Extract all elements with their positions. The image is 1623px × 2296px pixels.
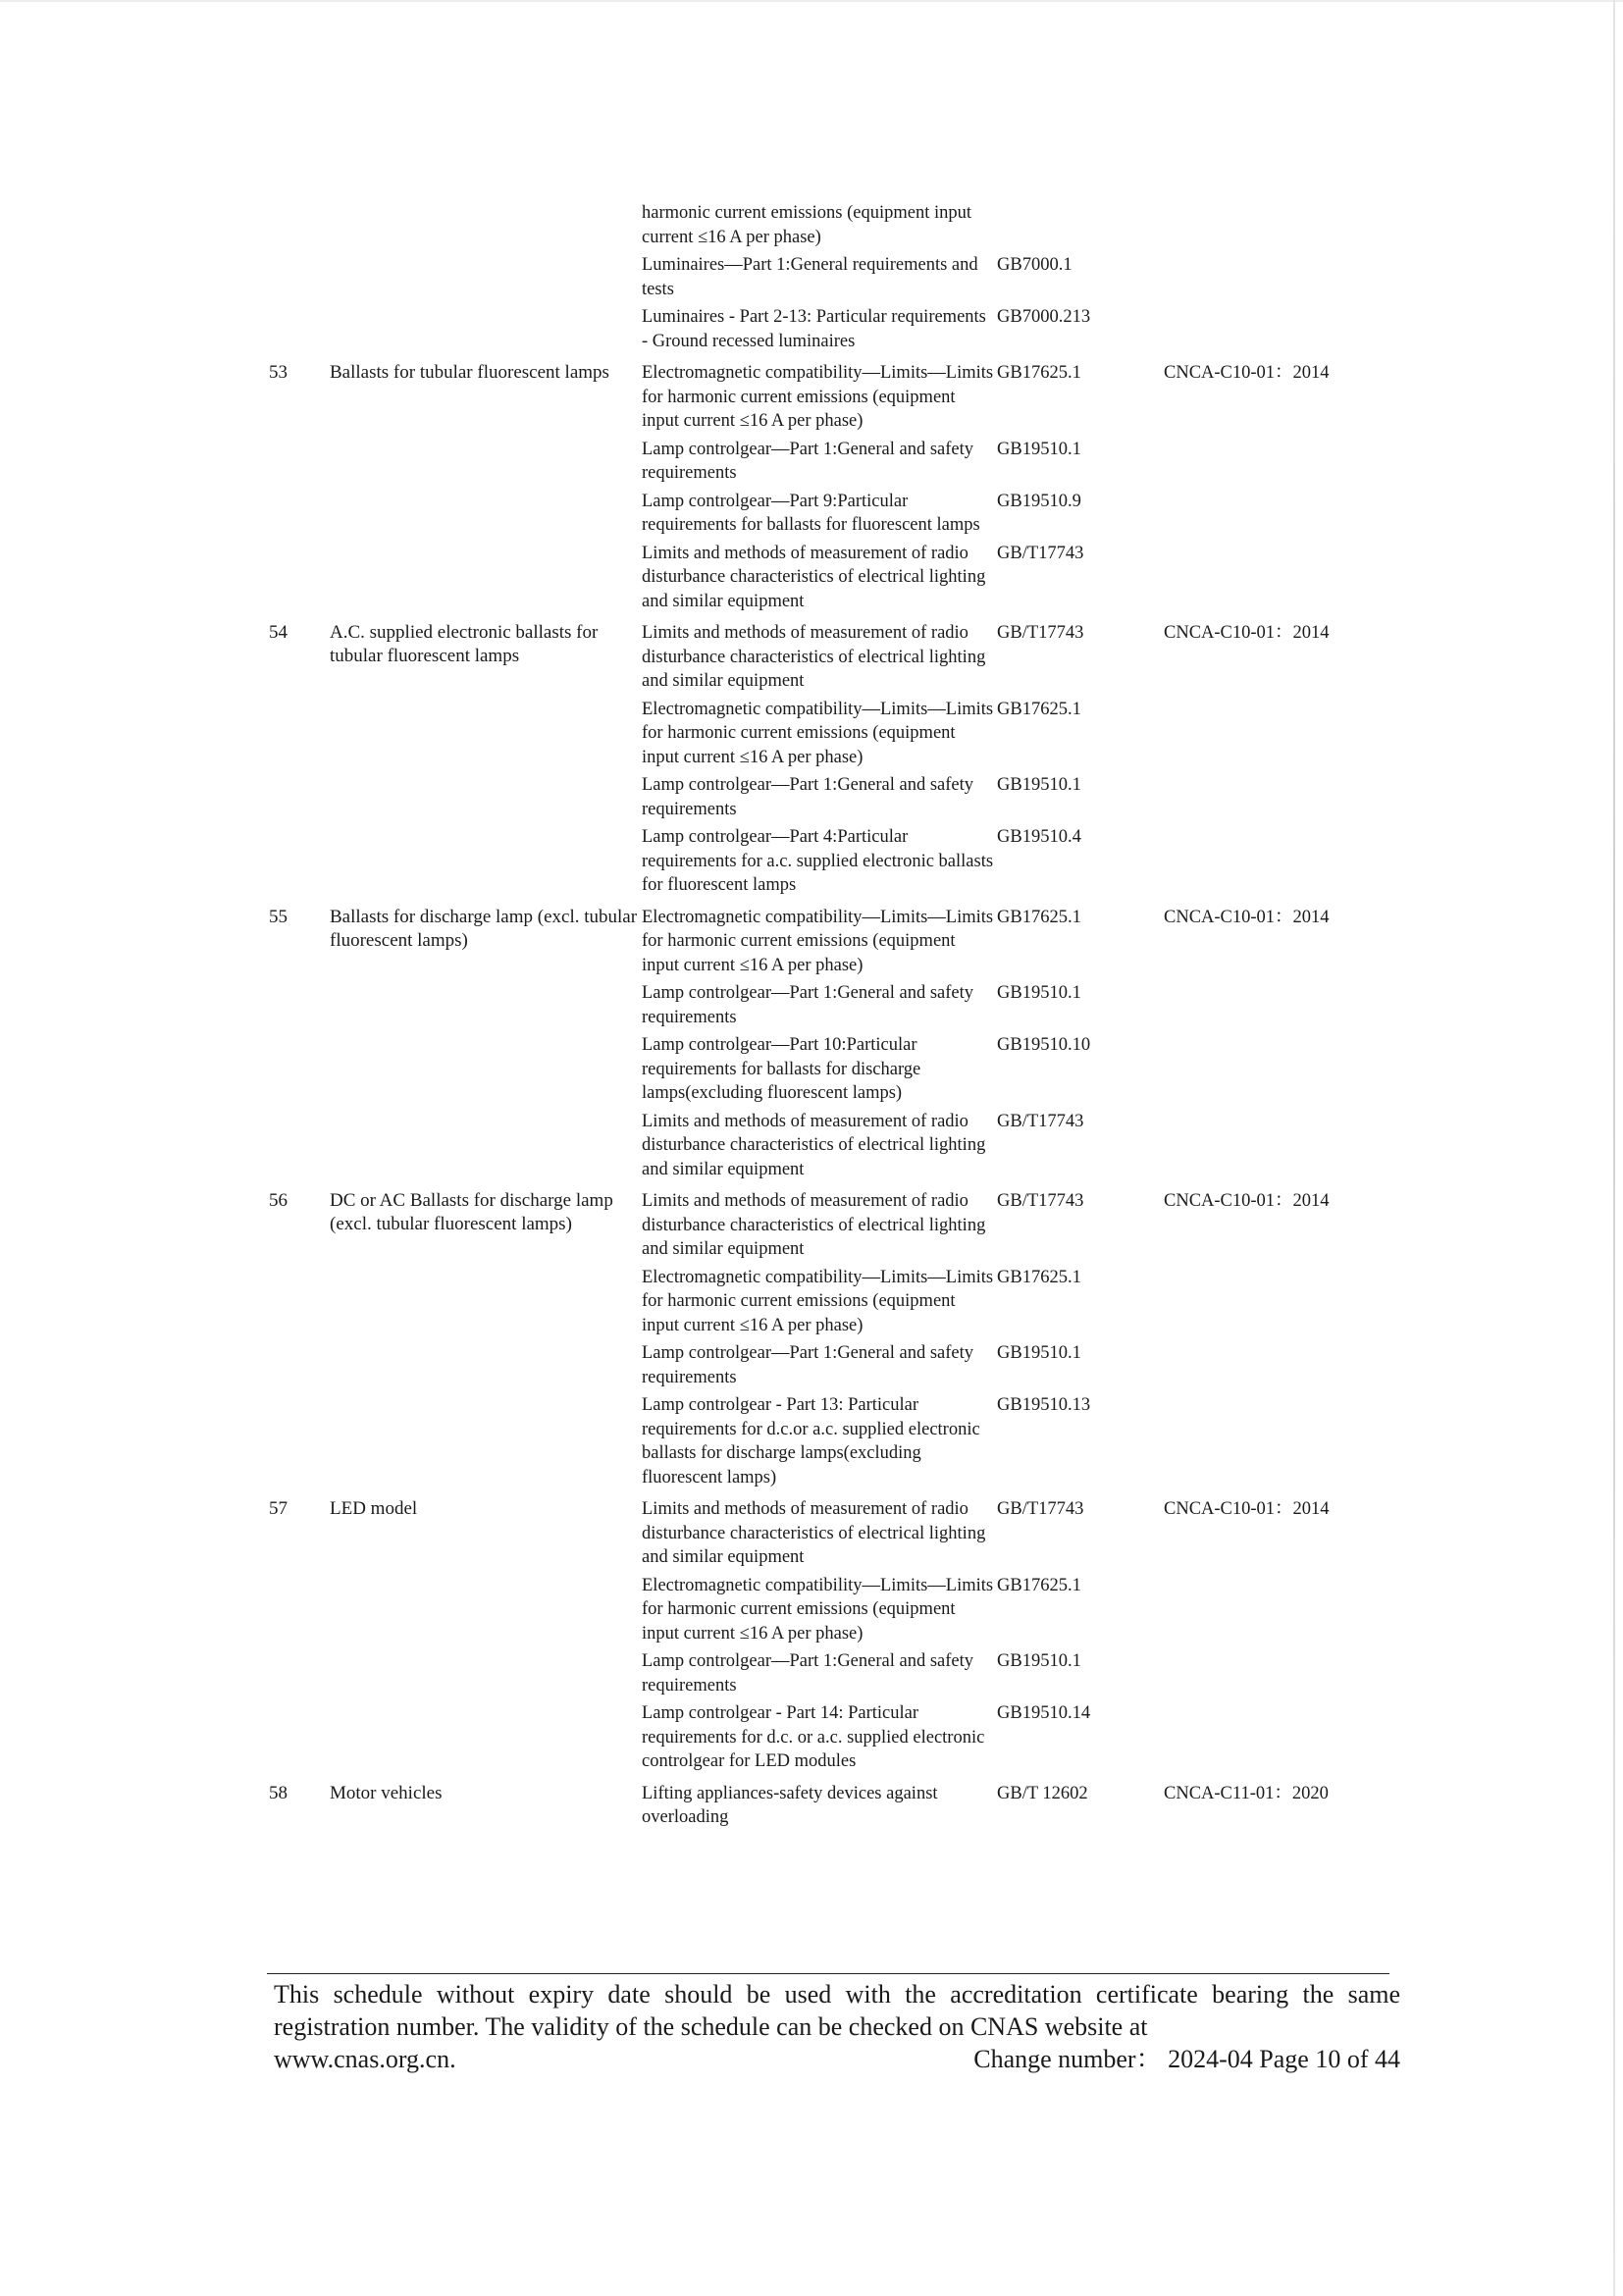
standard-title: Lamp controlgear—Part 1:General and safety requirements (642, 439, 974, 483)
standard-item (642, 438, 1403, 486)
standard-title: Electromagnetic compatibility—Limits—Limits for harmonic current emissions (equipment input current ≤16 A per phase) (642, 1575, 994, 1644)
standard-title: Luminaires—Part 1:General requirements and tests (642, 255, 978, 299)
standard-code: GB17625.1 (997, 907, 1081, 927)
standard-code: GB19510.1 (997, 983, 1081, 1003)
page-right-edge (1613, 0, 1615, 2296)
standard-item (642, 361, 1403, 434)
standard-code: GB19510.9 (997, 491, 1081, 511)
schedule-table (265, 201, 1403, 1838)
standard-item (642, 1497, 1403, 1570)
cnas-website-link[interactable]: www.cnas.org.cn. (274, 2045, 456, 2073)
row-number: 53 (269, 362, 288, 383)
table-row (265, 1497, 1403, 1778)
product-name: DC or AC Ballasts for discharge lamp (excl. tubular fluorescent lamps) (330, 1190, 613, 1234)
standard-title: harmonic current emissions (equipment input current ≤16 A per phase) (642, 203, 972, 247)
standard-item (642, 1649, 1403, 1697)
standard-title: Limits and methods of measurement of radio disturbance characteristics of electrical lighting and similar equipment (642, 543, 986, 611)
standard-title: Electromagnetic compatibility—Limits—Limits for harmonic current emissions (equipment input current ≤16 A per phase) (642, 1267, 994, 1335)
standard-title: Lamp controlgear—Part 1:General and safety requirements (642, 1651, 974, 1696)
standard-item (642, 981, 1403, 1029)
standard-title: Electromagnetic compatibility—Limits—Limits for harmonic current emissions (equipment input current ≤16 A per phase) (642, 907, 994, 975)
standard-title: Lamp controlgear - Part 13: Particular requirements for d.c.or a.c. supplied electronic ballasts for discharge lamps(excluding fluorescent lamps) (642, 1395, 980, 1487)
standard-code: GB19510.1 (997, 1651, 1081, 1671)
footer-divider (267, 1973, 1389, 1974)
standard-code: GB/T17743 (997, 623, 1084, 643)
implementation-rule: CNCA-C10-01：2014 (1164, 623, 1330, 643)
standard-item (642, 490, 1403, 538)
standards-list (642, 621, 1403, 902)
implementation-rule: CNCA-C11-01：2020 (1164, 1783, 1329, 1803)
standard-title: Lamp controlgear - Part 14: Particular requirements for d.c. or a.c. supplied electronic controlgear for LED modules (642, 1703, 985, 1771)
implementation-rule: CNCA-C10-01：2014 (1164, 1191, 1330, 1211)
standard-item (642, 825, 1403, 898)
page-footer (274, 1978, 1400, 2075)
standard-item (642, 1110, 1403, 1182)
standard-item (642, 305, 1403, 353)
standard-title: Lamp controlgear—Part 9:Particular requirements for ballasts for fluorescent lamps (642, 491, 980, 535)
row-number: 55 (269, 906, 288, 927)
standard-title: Electromagnetic compatibility—Limits—Limits for harmonic current emissions (equipment input current ≤16 A per phase) (642, 699, 994, 767)
standard-item (642, 542, 1403, 614)
standard-title: Lamp controlgear—Part 10:Particular requirements for ballasts for discharge lamps(excluding fluorescent lamps) (642, 1035, 921, 1103)
standards-list (642, 1782, 1403, 1834)
standards-list (642, 906, 1403, 1186)
standard-item (642, 253, 1403, 301)
standard-code: GB/T17743 (997, 1499, 1084, 1519)
standard-code: GB/T17743 (997, 1111, 1084, 1131)
standards-list (642, 361, 1403, 617)
standard-code: GB/T17743 (997, 543, 1084, 563)
standard-code: GB7000.213 (997, 307, 1091, 327)
standard-code: GB7000.1 (997, 255, 1073, 275)
standard-item (642, 1189, 1403, 1262)
total-pages: 44 (1375, 2045, 1400, 2073)
standard-title: Lamp controlgear—Part 1:General and safety requirements (642, 983, 974, 1027)
table-row (265, 1189, 1403, 1493)
standard-code: GB19510.1 (997, 775, 1081, 795)
standard-item (642, 1574, 1403, 1646)
standard-title: Lamp controlgear—Part 1:General and safety requirements (642, 775, 974, 819)
standards-list (642, 1497, 1403, 1778)
change-number: 2024-04 (1168, 2045, 1253, 2073)
standard-item (642, 201, 1403, 249)
standard-item (642, 773, 1403, 821)
table-body (265, 361, 1403, 1834)
table-row (265, 361, 1403, 617)
standard-title: Luminaires - Part 2-13: Particular requirements - Ground recessed luminaires (642, 307, 986, 351)
table-row (265, 621, 1403, 902)
standard-title: Limits and methods of measurement of radio disturbance characteristics of electrical lighting and similar equipment (642, 1111, 986, 1179)
standard-code: GB19510.1 (997, 1343, 1081, 1363)
implementation-rule: CNCA-C10-01：2014 (1164, 1499, 1330, 1519)
standard-code: GB19510.14 (997, 1703, 1091, 1723)
footer-notice: This schedule without expiry date should be used with the accreditation certificate bearing the same registration number. The validity of the schedule can be checked on CNAS website at (274, 1980, 1400, 2041)
table-row-continuation (265, 201, 1403, 357)
standard-item (642, 698, 1403, 770)
of-word: of (1346, 2045, 1369, 2073)
standard-item (642, 1701, 1403, 1774)
standard-code: GB19510.10 (997, 1035, 1091, 1055)
standard-code: GB/T17743 (997, 1191, 1084, 1211)
product-name: Ballasts for tubular fluorescent lamps (330, 362, 609, 383)
row-number: 57 (269, 1498, 288, 1519)
standard-item (642, 1033, 1403, 1106)
table-row (265, 906, 1403, 1186)
standard-code: GB17625.1 (997, 699, 1081, 719)
standard-code: GB17625.1 (997, 1575, 1081, 1595)
standard-code: GB19510.13 (997, 1395, 1091, 1415)
change-number-label: Change number： (973, 2045, 1162, 2073)
standard-item (642, 1393, 1403, 1489)
row-number: 54 (269, 622, 288, 643)
implementation-rule: CNCA-C10-01：2014 (1164, 907, 1330, 927)
standard-item (642, 906, 1403, 978)
page-top-edge (0, 0, 1623, 2)
standard-item (642, 621, 1403, 694)
standard-title: Lamp controlgear—Part 1:General and safety requirements (642, 1343, 974, 1387)
page-info (973, 2043, 1400, 2075)
product-name: Ballasts for discharge lamp (excl. tubular fluorescent lamps) (330, 906, 638, 951)
standard-item (642, 1341, 1403, 1389)
standard-title: Limits and methods of measurement of radio disturbance characteristics of electrical lighting and similar equipment (642, 1191, 986, 1259)
standard-title: Lifting appliances-safety devices against overloading (642, 1783, 938, 1827)
standard-code: GB19510.1 (997, 439, 1081, 459)
page-number: 10 (1315, 2045, 1341, 2073)
product-name: A.C. supplied electronic ballasts for tubular fluorescent lamps (330, 622, 599, 666)
standard-title: Limits and methods of measurement of radio disturbance characteristics of electrical lighting and similar equipment (642, 623, 986, 691)
standard-code: GB/T 12602 (997, 1783, 1088, 1803)
standard-title: Electromagnetic compatibility—Limits—Limits for harmonic current emissions (equipment input current ≤16 A per phase) (642, 363, 994, 431)
row-number: 58 (269, 1782, 288, 1803)
standard-code: GB17625.1 (997, 1267, 1081, 1287)
standard-code: GB19510.4 (997, 827, 1081, 847)
page-word: Page (1259, 2045, 1309, 2073)
standard-title: Limits and methods of measurement of radio disturbance characteristics of electrical lighting and similar equipment (642, 1499, 986, 1567)
table-row (265, 1782, 1403, 1834)
standards-list (642, 201, 1403, 357)
standard-code: GB17625.1 (997, 363, 1081, 383)
implementation-rule: CNCA-C10-01：2014 (1164, 363, 1330, 383)
product-name: LED model (330, 1498, 418, 1519)
row-number: 56 (269, 1190, 288, 1211)
product-name: Motor vehicles (330, 1782, 443, 1803)
standard-item (642, 1266, 1403, 1338)
standard-title: Lamp controlgear—Part 4:Particular requirements for a.c. supplied electronic ballasts for fluorescent lamps (642, 827, 994, 895)
standards-list (642, 1189, 1403, 1493)
standard-item (642, 1782, 1403, 1830)
